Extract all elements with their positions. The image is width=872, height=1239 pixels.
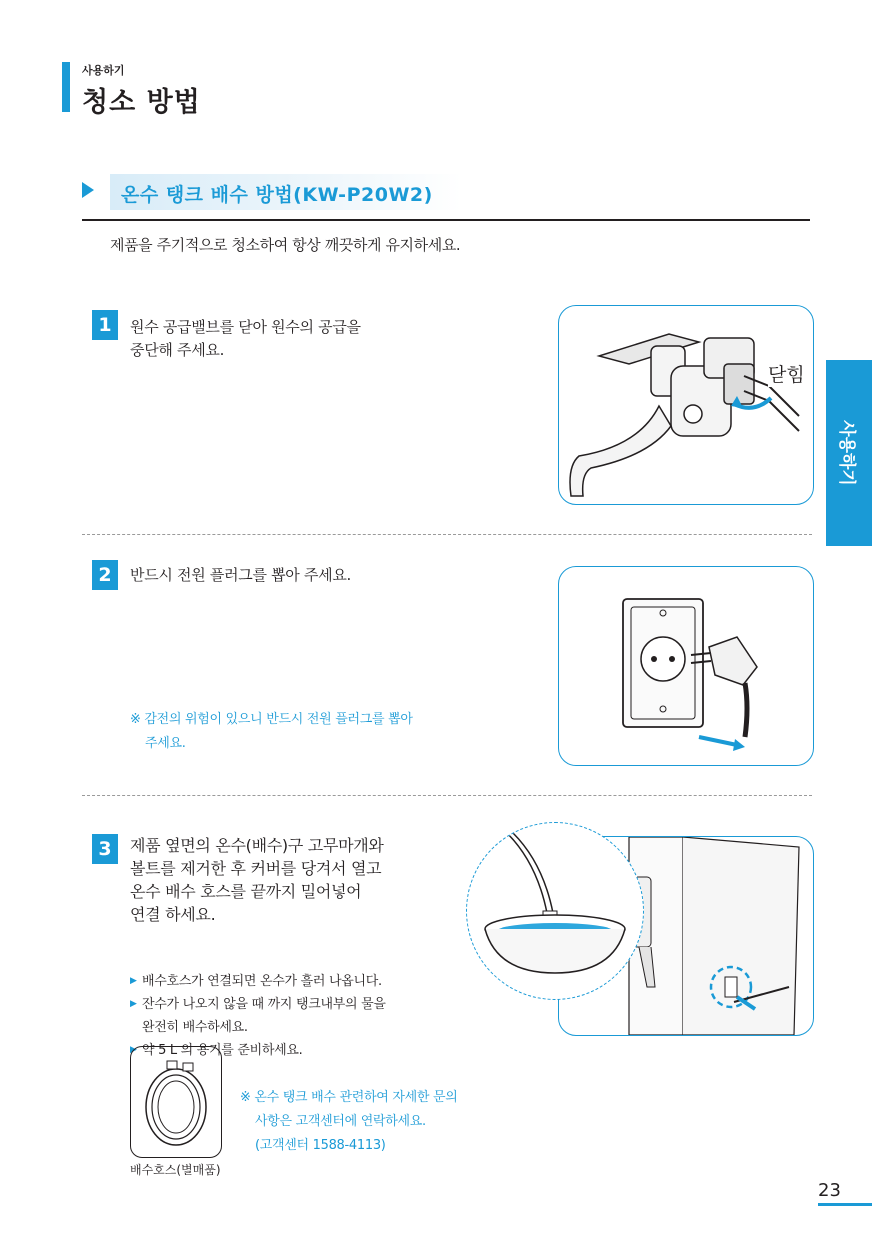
step-3-number: 3 xyxy=(92,834,118,864)
power-plug-image xyxy=(558,566,814,766)
step-1-line: 원수 공급밸브를 닫아 원수의 공급을 xyxy=(130,318,361,336)
side-tab-label: 사용하기 xyxy=(836,420,857,486)
step-3-note-line: ※ 온수 탱크 배수 관련하여 자세한 문의 xyxy=(240,1090,458,1105)
sub-list-item: ▶ 잔수가 나오지 않을 때 까지 탱크내부의 물을 xyxy=(130,993,386,1016)
drain-bowl-zoom xyxy=(466,822,644,1000)
step-3-line: 연결 하세요. xyxy=(130,905,216,924)
step-1-line: 중단해 주세요. xyxy=(130,341,225,359)
step-3-note xyxy=(240,1086,457,1158)
section-title: 온수 탱크 배수 방법(KW-P20W2) xyxy=(121,184,433,206)
step-divider xyxy=(82,795,812,796)
header-subtitle: 사용하기 xyxy=(82,64,125,77)
section-intro: 제품을 주기적으로 청소하여 항상 깨끗하게 유지하세요. xyxy=(110,236,461,254)
hose-caption: 배수호스(별매품) xyxy=(130,1163,221,1177)
step-3-text xyxy=(130,834,384,926)
step-3-note-line: (고객센터 1588-4113) xyxy=(255,1138,386,1153)
step-3-note-line: 사항은 고객센터에 연락하세요. xyxy=(255,1114,426,1129)
page-title: 청소 방법 xyxy=(82,87,201,118)
step-1-text xyxy=(130,316,361,362)
step-3-line: 온수 배수 호스를 끝까지 밀어넣어 xyxy=(130,882,362,901)
sub-list-item: ▶ 약 5 L 의 용기를 준비하세요. xyxy=(130,1039,386,1062)
faucet-valve-illustration xyxy=(559,306,813,504)
sub-list-item-continued: 완전히 배수하세요. xyxy=(142,1020,248,1035)
coiled-hose-icon xyxy=(131,1047,221,1157)
step-3-line: 볼트를 제거한 후 커버를 당겨서 열고 xyxy=(130,859,382,878)
power-plug-illustration xyxy=(559,567,813,765)
page-number: 23 xyxy=(818,1180,841,1201)
header-accent-bar xyxy=(62,62,70,112)
step-2-text: 반드시 전원 플러그를 뽑아 주세요. xyxy=(130,566,352,584)
drain-hose-accessory-image xyxy=(130,1046,222,1158)
side-tab xyxy=(826,360,872,546)
sub-list-item: ▶ 배수호스가 연결되면 온수가 흘러 나옵니다. xyxy=(130,970,386,993)
section-arrow-icon xyxy=(82,182,94,198)
step-2-note xyxy=(130,708,413,756)
step-1-number: 1 xyxy=(92,310,118,340)
faucet-valve-image xyxy=(558,305,814,505)
page-number-underline xyxy=(818,1203,872,1206)
step-3-line: 제품 옆면의 온수(배수)구 고무마개와 xyxy=(130,836,384,855)
section-divider xyxy=(82,219,810,221)
step-2-number: 2 xyxy=(92,560,118,590)
valve-closed-label: 닫힘 xyxy=(768,360,805,387)
step-2-note-line: ※ 감전의 위험이 있으니 반드시 전원 플러그를 뽑아 xyxy=(130,712,413,727)
step-2-note-line: 주세요. xyxy=(145,736,186,751)
step-divider xyxy=(82,534,812,535)
drain-bowl-illustration xyxy=(467,823,643,999)
